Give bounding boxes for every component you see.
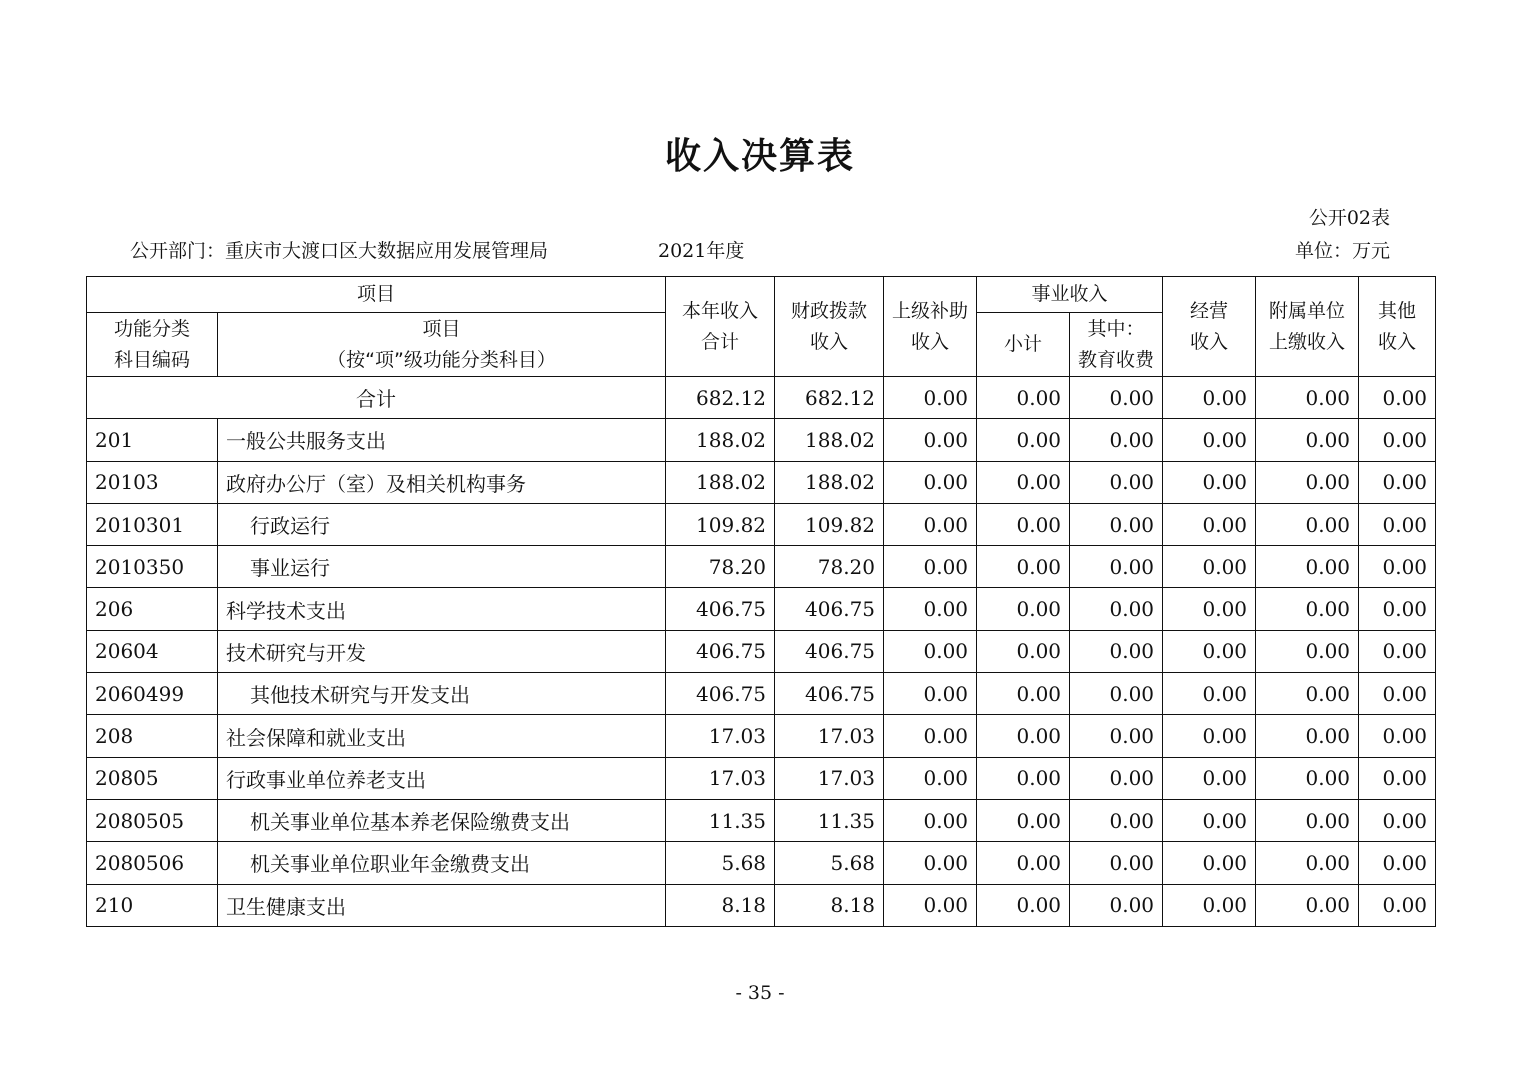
cell-value: 0.00 [977, 461, 1070, 503]
cell-value: 0.00 [884, 546, 977, 588]
cell-value: 0.00 [1163, 630, 1256, 672]
page-number: - 35 - [735, 982, 785, 1004]
cell-value: 17.03 [775, 757, 884, 799]
cell-value: 0.00 [1256, 377, 1359, 419]
table-row [87, 884, 1436, 926]
cell-value: 0.00 [977, 757, 1070, 799]
cell-value: 0.00 [1256, 799, 1359, 841]
cell-value: 406.75 [666, 673, 775, 715]
cell-item-name: 事业运行 [218, 546, 666, 588]
cell-item-name: 行政事业单位养老支出 [218, 757, 666, 799]
header-fiscal-income: 财政拨款 收入 [775, 277, 884, 377]
income-table [86, 276, 1436, 927]
cell-value: 0.00 [1359, 503, 1436, 545]
cell-value: 0.00 [1359, 673, 1436, 715]
cell-value: 0.00 [1256, 757, 1359, 799]
total-label: 合计 [87, 377, 666, 419]
page-title: 收入决算表 [664, 136, 855, 177]
table-row [87, 461, 1436, 503]
cell-value: 0.00 [977, 673, 1070, 715]
cell-function-code: 2060499 [87, 673, 218, 715]
cell-value: 0.00 [1359, 715, 1436, 757]
cell-value: 0.00 [977, 630, 1070, 672]
cell-value: 188.02 [775, 461, 884, 503]
cell-value: 11.35 [666, 799, 775, 841]
cell-value: 0.00 [1163, 799, 1256, 841]
cell-value: 0.00 [1070, 715, 1163, 757]
cell-value: 0.00 [884, 503, 977, 545]
cell-value: 17.03 [666, 715, 775, 757]
cell-value: 0.00 [977, 588, 1070, 630]
cell-value: 0.00 [1070, 546, 1163, 588]
table-row [87, 588, 1436, 630]
cell-value: 0.00 [1070, 842, 1163, 884]
cell-value: 0.00 [1256, 419, 1359, 461]
cell-value: 0.00 [1163, 715, 1256, 757]
cell-value: 0.00 [884, 461, 977, 503]
cell-value: 0.00 [1070, 884, 1163, 926]
cell-value: 0.00 [1163, 757, 1256, 799]
cell-value: 0.00 [884, 419, 977, 461]
cell-value: 0.00 [1256, 588, 1359, 630]
cell-value: 0.00 [1359, 757, 1436, 799]
cell-value: 0.00 [884, 673, 977, 715]
cell-function-code: 2080505 [87, 799, 218, 841]
cell-value: 0.00 [977, 842, 1070, 884]
cell-value: 0.00 [884, 842, 977, 884]
cell-item-name: 其他技术研究与开发支出 [218, 673, 666, 715]
cell-value: 0.00 [1070, 757, 1163, 799]
header-operating-income: 经营 收入 [1163, 277, 1256, 377]
cell-value: 5.68 [666, 842, 775, 884]
cell-value: 78.20 [775, 546, 884, 588]
cell-value: 0.00 [1256, 461, 1359, 503]
cell-function-code: 210 [87, 884, 218, 926]
header-project-group: 项目 [87, 277, 666, 313]
cell-value: 5.68 [775, 842, 884, 884]
cell-value: 188.02 [666, 419, 775, 461]
total-row [87, 377, 1436, 419]
cell-value: 109.82 [666, 503, 775, 545]
table-row [87, 630, 1436, 672]
header-business-income: 事业收入 [977, 277, 1163, 313]
cell-value: 406.75 [666, 588, 775, 630]
cell-value: 8.18 [666, 884, 775, 926]
cell-value: 406.75 [775, 673, 884, 715]
cell-function-code: 206 [87, 588, 218, 630]
cell-value: 0.00 [1070, 377, 1163, 419]
cell-value: 0.00 [1256, 546, 1359, 588]
cell-value: 0.00 [1256, 884, 1359, 926]
cell-value: 0.00 [1256, 630, 1359, 672]
cell-value: 0.00 [1070, 503, 1163, 545]
cell-value: 0.00 [1070, 673, 1163, 715]
table-row [87, 503, 1436, 545]
cell-item-name: 机关事业单位职业年金缴费支出 [218, 842, 666, 884]
cell-value: 406.75 [666, 630, 775, 672]
cell-value: 0.00 [1359, 546, 1436, 588]
cell-function-code: 20103 [87, 461, 218, 503]
cell-value: 0.00 [1359, 588, 1436, 630]
cell-value: 0.00 [1163, 461, 1256, 503]
cell-function-code: 20604 [87, 630, 218, 672]
header-item-name: 项目 （按“项”级功能分类科目） [218, 313, 666, 377]
cell-value: 0.00 [1163, 503, 1256, 545]
cell-value: 0.00 [977, 419, 1070, 461]
cell-item-name: 行政运行 [218, 503, 666, 545]
header-education-fees: 其中： 教育收费 [1070, 313, 1163, 377]
table-row [87, 757, 1436, 799]
table-row [87, 546, 1436, 588]
cell-value: 0.00 [1163, 842, 1256, 884]
cell-value: 0.00 [884, 799, 977, 841]
table-row [87, 842, 1436, 884]
cell-value: 0.00 [884, 757, 977, 799]
header-affiliated-income: 附属单位 上缴收入 [1256, 277, 1359, 377]
cell-value: 0.00 [1359, 630, 1436, 672]
header-superior-subsidy: 上级补助 收入 [884, 277, 977, 377]
cell-value: 0.00 [977, 799, 1070, 841]
cell-value: 0.00 [1256, 503, 1359, 545]
cell-value: 0.00 [1070, 588, 1163, 630]
cell-item-name: 社会保障和就业支出 [218, 715, 666, 757]
cell-value: 0.00 [1163, 884, 1256, 926]
cell-function-code: 208 [87, 715, 218, 757]
cell-item-name: 科学技术支出 [218, 588, 666, 630]
cell-value: 0.00 [1163, 588, 1256, 630]
form-number: 公开02表 [1308, 207, 1390, 229]
cell-value: 0.00 [1070, 799, 1163, 841]
cell-value: 109.82 [775, 503, 884, 545]
cell-value: 0.00 [1163, 377, 1256, 419]
unit-label: 单位：万元 [1294, 240, 1390, 262]
cell-item-name: 技术研究与开发 [218, 630, 666, 672]
cell-value: 0.00 [977, 715, 1070, 757]
table-row [87, 419, 1436, 461]
table-header [87, 277, 1436, 377]
cell-value: 0.00 [977, 884, 1070, 926]
cell-function-code: 2010301 [87, 503, 218, 545]
cell-value: 0.00 [1359, 884, 1436, 926]
cell-function-code: 2010350 [87, 546, 218, 588]
cell-value: 406.75 [775, 588, 884, 630]
cell-value: 188.02 [775, 419, 884, 461]
table-body [87, 377, 1436, 927]
cell-value: 0.00 [1256, 715, 1359, 757]
header-business-subtotal: 小计 [977, 313, 1070, 377]
fiscal-year: 2021年度 [658, 240, 745, 262]
cell-function-code: 20805 [87, 757, 218, 799]
cell-value: 0.00 [1163, 546, 1256, 588]
cell-item-name: 一般公共服务支出 [218, 419, 666, 461]
cell-value: 0.00 [884, 884, 977, 926]
cell-value: 0.00 [977, 503, 1070, 545]
cell-value: 17.03 [666, 757, 775, 799]
cell-value: 0.00 [1070, 630, 1163, 672]
cell-value: 0.00 [1359, 461, 1436, 503]
cell-value: 0.00 [1359, 377, 1436, 419]
table-row [87, 673, 1436, 715]
cell-value: 0.00 [884, 630, 977, 672]
cell-function-code: 201 [87, 419, 218, 461]
cell-value: 0.00 [1359, 419, 1436, 461]
cell-value: 0.00 [977, 546, 1070, 588]
cell-value: 0.00 [884, 377, 977, 419]
cell-value: 682.12 [666, 377, 775, 419]
cell-item-name: 政府办公厅（室）及相关机构事务 [218, 461, 666, 503]
table-row [87, 799, 1436, 841]
cell-value: 0.00 [884, 588, 977, 630]
header-function-code: 功能分类 科目编码 [87, 313, 218, 377]
header-other-income: 其他 收入 [1359, 277, 1436, 377]
cell-value: 0.00 [1256, 673, 1359, 715]
cell-value: 78.20 [666, 546, 775, 588]
cell-value: 17.03 [775, 715, 884, 757]
cell-value: 0.00 [1070, 461, 1163, 503]
cell-value: 0.00 [1256, 842, 1359, 884]
cell-item-name: 卫生健康支出 [218, 884, 666, 926]
cell-value: 0.00 [1070, 419, 1163, 461]
cell-item-name: 机关事业单位基本养老保险缴费支出 [218, 799, 666, 841]
department-label: 公开部门：重庆市大渡口区大数据应用发展管理局 [130, 240, 549, 262]
header-total-income: 本年收入 合计 [666, 277, 775, 377]
cell-value: 682.12 [775, 377, 884, 419]
cell-value: 0.00 [1359, 842, 1436, 884]
cell-value: 0.00 [1359, 799, 1436, 841]
cell-value: 11.35 [775, 799, 884, 841]
cell-function-code: 2080506 [87, 842, 218, 884]
cell-value: 0.00 [977, 377, 1070, 419]
cell-value: 8.18 [775, 884, 884, 926]
table-row [87, 715, 1436, 757]
cell-value: 406.75 [775, 630, 884, 672]
cell-value: 0.00 [1163, 673, 1256, 715]
cell-value: 0.00 [884, 715, 977, 757]
cell-value: 0.00 [1163, 419, 1256, 461]
cell-value: 188.02 [666, 461, 775, 503]
